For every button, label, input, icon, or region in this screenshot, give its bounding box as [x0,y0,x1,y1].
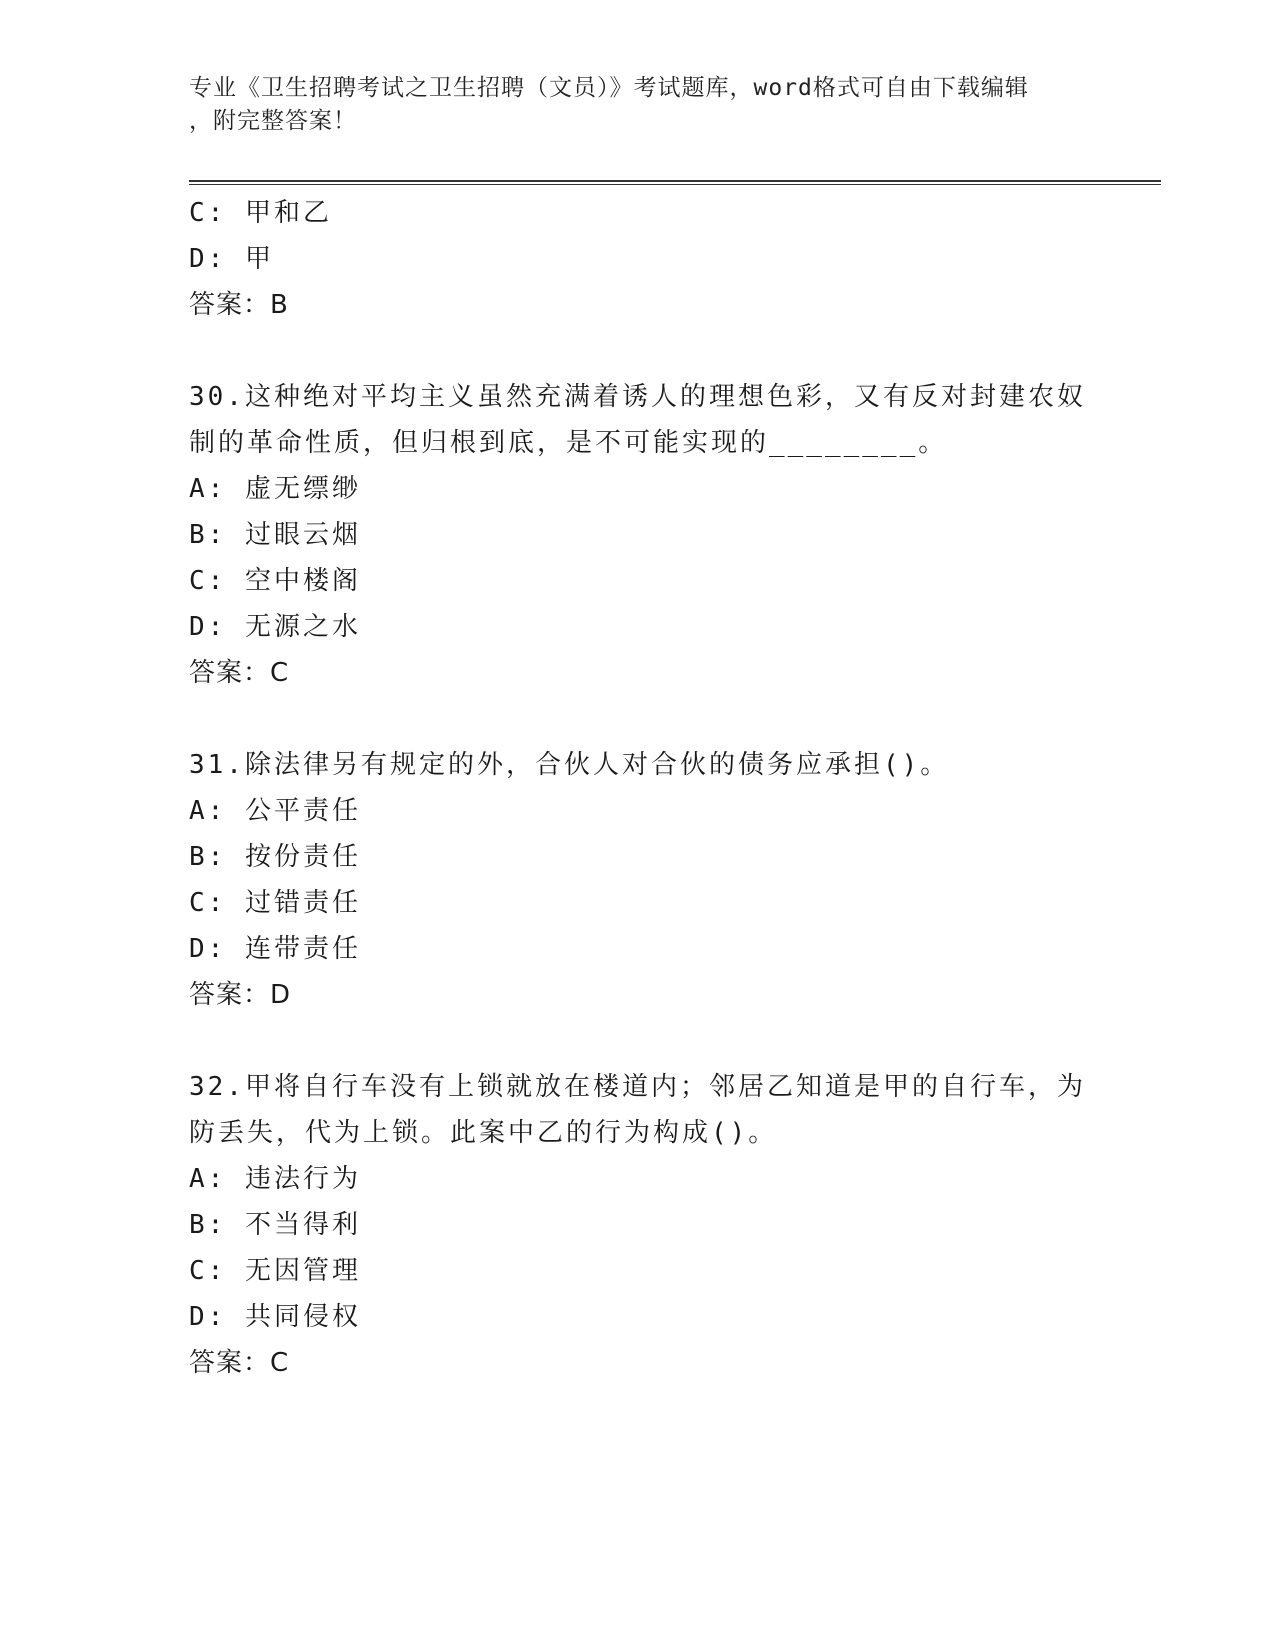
option-c: C: 过错责任 [189,888,361,918]
header-divider [189,180,1161,185]
option-b: B: 按份责任 [189,842,361,872]
question-text-line-1: 31.除法律另有规定的外，合伙人对合伙的债务应承担()。 [189,750,950,780]
question-text-line-2: 制的革命性质，但归根到底，是不可能实现的________。 [189,428,948,458]
question-31 [189,742,1089,1018]
option-c: C: 空中楼阁 [189,566,361,596]
option-d: D: 共同侵权 [189,1302,361,1332]
option-b: B: 不当得利 [189,1210,361,1240]
answer-label: 答案：D [189,980,292,1010]
answer-label: 答案：C [189,658,290,688]
question-29-partial [189,190,1089,328]
option-a: A: 违法行为 [189,1164,361,1194]
option-d: D: 甲 [189,244,274,274]
document-header [189,72,1089,138]
question-30 [189,374,1089,696]
question-text-line-1: 30.这种绝对平均主义虽然充满着诱人的理想色彩，又有反对封建农奴 [189,382,1086,412]
answer-label: 答案：C [189,1348,290,1378]
header-line-2: ，附完整答案！ [189,108,357,134]
question-text-line-1: 32.甲将自行车没有上锁就放在楼道内；邻居乙知道是甲的自行车，为 [189,1072,1086,1102]
option-c: C: 无因管理 [189,1256,361,1286]
option-a: A: 虚无缥缈 [189,474,361,504]
option-a: A: 公平责任 [189,796,361,826]
option-d: D: 连带责任 [189,934,361,964]
question-text-line-2: 防丢失，代为上锁。此案中乙的行为构成()。 [189,1118,778,1148]
question-32 [189,1064,1089,1386]
option-c: C: 甲和乙 [189,198,332,228]
header-line-1: 专业《卫生招聘考试之卫生招聘（文员）》考试题库，word格式可自由下载编辑 [189,75,1029,101]
answer-label: 答案：B [189,290,289,320]
option-b: B: 过眼云烟 [189,520,361,550]
question-list [189,190,1089,1386]
option-d: D: 无源之水 [189,612,361,642]
